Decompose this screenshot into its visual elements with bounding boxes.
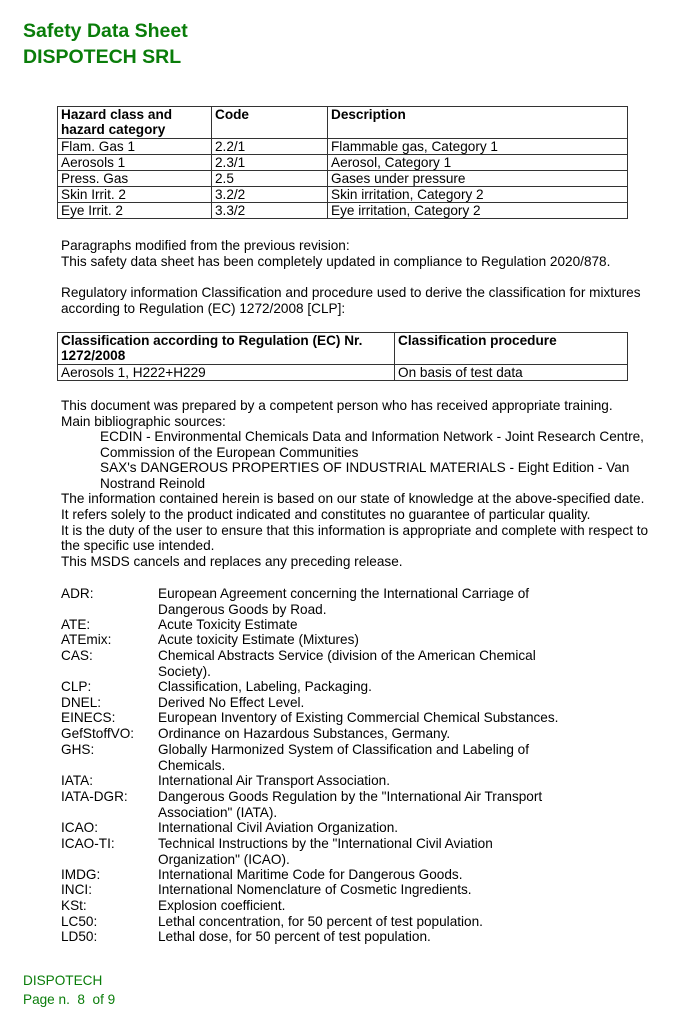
- source-line: Nostrand Reinold: [100, 476, 206, 491]
- column-header: Classification according to Regulation (EC) Nr. 1272/2008: [58, 333, 395, 365]
- table-header-row: [58, 107, 628, 139]
- table-cell: Press. Gas: [58, 171, 212, 187]
- abbreviation-value: Explosion coefficient.: [158, 898, 286, 913]
- regulatory-text-line: Regulatory information Classification and procedure used to derive the classification for mixtures: [61, 285, 641, 300]
- table-cell: On basis of test data: [395, 365, 628, 381]
- abbreviation-value: Derived No Effect Level.: [158, 695, 305, 710]
- prepared-statement: This document was prepared by a competent person who has received appropriate training.: [61, 398, 613, 413]
- table-row: [58, 187, 628, 203]
- abbreviation-value: European Agreement concerning the International Carriage of Dangerous Goods by Road.: [158, 586, 530, 617]
- column-header: Description: [328, 107, 628, 139]
- abbreviation-key: CLP:: [61, 679, 92, 694]
- source-line: ECDIN - Environmental Chemicals Data and Information Network - Joint Research Centre,: [100, 429, 644, 444]
- abbreviation-key: ATE:: [61, 617, 91, 632]
- abbreviation-value: Chemical Abstracts Service (division of the American Chemical Society).: [158, 648, 536, 679]
- abbreviation-key: IATA-DGR:: [61, 789, 128, 804]
- table-cell: 2.2/1: [212, 139, 328, 155]
- source-line: Commission of the European Communities: [100, 445, 359, 460]
- table-cell: Eye irritation, Category 2: [328, 203, 628, 219]
- footer-company: DISPOTECH: [23, 973, 103, 988]
- table-cell: Gases under pressure: [328, 171, 628, 187]
- abbreviation-key: ATEmix:: [61, 632, 112, 647]
- table-row: [58, 155, 628, 171]
- abbreviation-value: International Air Transport Association.: [158, 773, 390, 788]
- abbreviation-key: LD50:: [61, 929, 98, 944]
- abbreviation-value: Globally Harmonized System of Classification and Labeling of Chemicals.: [158, 742, 529, 773]
- abbreviation-value: Classification, Labeling, Packaging.: [158, 679, 372, 694]
- abbreviation-value: International Civil Aviation Organization.: [158, 820, 399, 835]
- abbreviation-key: DNEL:: [61, 695, 102, 710]
- table-cell: Flam. Gas 1: [58, 139, 212, 155]
- column-header: Classification procedure: [395, 333, 628, 365]
- source-line: SAX's DANGEROUS PROPERTIES OF INDUSTRIAL MATERIALS - Eight Edition - Van: [100, 460, 630, 475]
- table-row: [58, 171, 628, 187]
- abbreviation-value: International Maritime Code for Dangerous Goods.: [158, 867, 463, 882]
- abbreviation-value: International Nomenclature of Cosmetic Ingredients.: [158, 882, 472, 897]
- abbreviation-value: European Inventory of Existing Commercial Chemical Substances.: [158, 710, 559, 725]
- disclaimer-line: It refers solely to the product indicated and constitutes no guarantee of particular quality.: [61, 507, 591, 522]
- abbreviation-key: KSt:: [61, 898, 87, 913]
- table-cell: Aerosols 1: [58, 155, 212, 171]
- abbreviation-key: ICAO:: [61, 820, 99, 835]
- document-title: Safety Data Sheet: [23, 20, 188, 42]
- abbreviation-value: Lethal concentration, for 50 percent of test population.: [158, 914, 483, 929]
- column-header: Hazard class and hazard category: [58, 107, 212, 139]
- disclaimer-line: The information contained herein is based on our state of knowledge at the above-specified date.: [61, 491, 645, 506]
- table-cell: 2.5: [212, 171, 328, 187]
- abbreviation-value: Ordinance on Hazardous Substances, Germany.: [158, 726, 451, 741]
- table-cell: Eye Irrit. 2: [58, 203, 212, 219]
- abbreviation-key: IATA:: [61, 773, 93, 788]
- abbreviation-key: GefStoffVO:: [61, 726, 135, 741]
- column-header: Code: [212, 107, 328, 139]
- table-row: [58, 139, 628, 155]
- abbreviation-value: Acute toxicity Estimate (Mixtures): [158, 632, 359, 647]
- table-cell: 2.3/1: [212, 155, 328, 171]
- disclaimer-line: It is the duty of the user to ensure that this information is appropriate and complete with respect to: [61, 523, 649, 538]
- abbreviation-key: GHS:: [61, 742, 95, 757]
- abbreviation-key: ICAO-TI:: [61, 836, 115, 851]
- abbreviation-key: INCI:: [61, 882, 92, 897]
- abbreviation-value: Acute Toxicity Estimate: [158, 617, 298, 632]
- table-row: [58, 365, 628, 381]
- table-cell: Skin Irrit. 2: [58, 187, 212, 203]
- abbreviation-value: Technical Instructions by the "International Civil Aviation Organization" (ICAO).: [158, 836, 493, 867]
- page-number: Page n. 8 of 9: [23, 992, 116, 1007]
- regulatory-text-line: according to Regulation (EC) 1272/2008 [CLP]:: [61, 301, 346, 316]
- abbreviation-key: CAS:: [61, 648, 93, 663]
- table-header-row: [58, 333, 628, 365]
- abbreviation-key: IMDG:: [61, 867, 101, 882]
- abbreviation-value: Dangerous Goods Regulation by the "International Air Transport Association" (IATA).: [158, 789, 543, 820]
- sources-label: Main bibliographic sources:: [61, 414, 226, 429]
- table-cell: 3.2/2: [212, 187, 328, 203]
- table-row: [58, 203, 628, 219]
- table-cell: Aerosol, Category 1: [328, 155, 628, 171]
- clp-classification-table: [57, 332, 628, 381]
- abbreviation-key: LC50:: [61, 914, 98, 929]
- table-cell: Skin irritation, Category 2: [328, 187, 628, 203]
- revision-label: Paragraphs modified from the previous revision:: [61, 238, 350, 253]
- abbreviation-key: ADR:: [61, 586, 94, 601]
- table-cell: Aerosols 1, H222+H229: [58, 365, 395, 381]
- table-cell: 3.3/2: [212, 203, 328, 219]
- disclaimer-line: the specific use intended.: [61, 538, 215, 553]
- abbreviation-value: Lethal dose, for 50 percent of test population.: [158, 929, 431, 944]
- table-cell: Flammable gas, Category 1: [328, 139, 628, 155]
- revision-text: This safety data sheet has been completely updated in compliance to Regulation 2020/878.: [61, 254, 611, 269]
- company-name: DISPOTECH SRL: [23, 46, 182, 68]
- hazard-classification-table: [57, 106, 628, 219]
- disclaimer-line: This MSDS cancels and replaces any preceding release.: [61, 554, 403, 569]
- abbreviation-key: EINECS:: [61, 710, 116, 725]
